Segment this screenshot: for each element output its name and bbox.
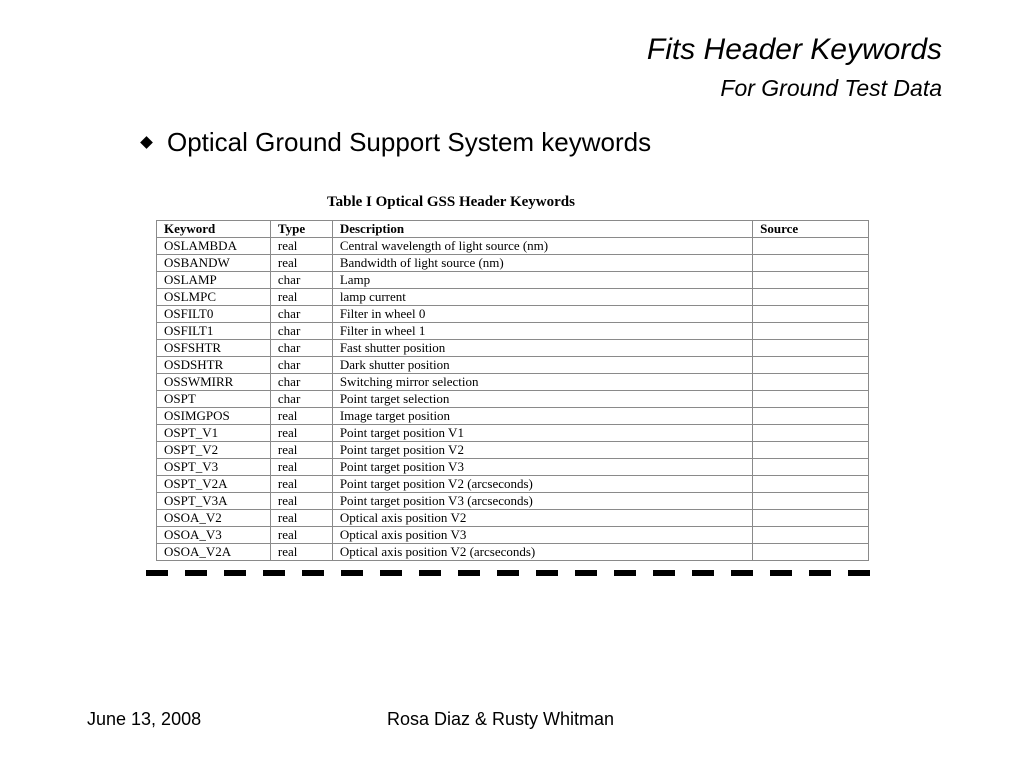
cell-source (753, 272, 869, 289)
cell-description: Central wavelength of light source (nm) (332, 238, 752, 255)
table-row (157, 323, 869, 340)
table-row (157, 391, 869, 408)
cell-description: Bandwidth of light source (nm) (332, 255, 752, 272)
cell-keyword: OSSWMIRR (157, 374, 271, 391)
bullet-text: Optical Ground Support System keywords (167, 127, 652, 157)
cell-type: char (270, 357, 332, 374)
cell-type: real (270, 493, 332, 510)
table-row (157, 408, 869, 425)
cell-type: real (270, 544, 332, 561)
cell-source (753, 476, 869, 493)
cell-description: Dark shutter position (332, 357, 752, 374)
footer-authors: Rosa Diaz & Rusty Whitman (387, 709, 615, 729)
cell-source (753, 323, 869, 340)
table-body (157, 238, 869, 561)
cell-keyword: OSPT_V2A (157, 476, 271, 493)
cell-keyword: OSFILT0 (157, 306, 271, 323)
cell-keyword: OSFSHTR (157, 340, 271, 357)
cell-keyword: OSPT_V3 (157, 459, 271, 476)
cell-keyword: OSPT_V1 (157, 425, 271, 442)
cell-source (753, 527, 869, 544)
cell-type: real (270, 442, 332, 459)
cell-keyword: OSOA_V3 (157, 527, 271, 544)
cell-keyword: OSPT_V3A (157, 493, 271, 510)
cell-source (753, 544, 869, 561)
dashed-divider (146, 569, 878, 577)
cell-type: real (270, 408, 332, 425)
cell-keyword: OSLAMP (157, 272, 271, 289)
table-header-row (157, 221, 869, 238)
header-source: Source (753, 221, 869, 238)
cell-source (753, 493, 869, 510)
cell-type: char (270, 306, 332, 323)
table-row (157, 374, 869, 391)
table-row (157, 272, 869, 289)
table-row (157, 357, 869, 374)
cell-keyword: OSFILT1 (157, 323, 271, 340)
cell-source (753, 357, 869, 374)
cell-keyword: OSDSHTR (157, 357, 271, 374)
cell-description: Point target position V3 (arcseconds) (332, 493, 752, 510)
bullet-item (140, 126, 651, 158)
cell-description: Image target position (332, 408, 752, 425)
table-row (157, 289, 869, 306)
table-row (157, 238, 869, 255)
cell-source (753, 442, 869, 459)
table-row (157, 425, 869, 442)
cell-keyword: OSBANDW (157, 255, 271, 272)
cell-keyword: OSLMPC (157, 289, 271, 306)
cell-source (753, 425, 869, 442)
cell-source (753, 459, 869, 476)
cell-source (753, 289, 869, 306)
cell-description: Lamp (332, 272, 752, 289)
cell-type: char (270, 272, 332, 289)
table-row (157, 459, 869, 476)
cell-description: Filter in wheel 0 (332, 306, 752, 323)
cell-description: Optical axis position V3 (332, 527, 752, 544)
cell-source (753, 255, 869, 272)
cell-type: real (270, 425, 332, 442)
cell-description: Point target position V1 (332, 425, 752, 442)
cell-type: real (270, 289, 332, 306)
cell-description: Filter in wheel 1 (332, 323, 752, 340)
table-row (157, 340, 869, 357)
table-row (157, 493, 869, 510)
cell-source (753, 238, 869, 255)
cell-description: Point target selection (332, 391, 752, 408)
slide-title: Fits Header Keywords (646, 33, 942, 66)
header-keyword: Keyword (157, 221, 271, 238)
table-row (157, 527, 869, 544)
slide-subtitle: For Ground Test Data (720, 75, 942, 101)
table-row (157, 544, 869, 561)
header-description: Description (332, 221, 752, 238)
cell-type: char (270, 323, 332, 340)
cell-description: Switching mirror selection (332, 374, 752, 391)
cell-type: real (270, 527, 332, 544)
cell-keyword: OSPT (157, 391, 271, 408)
cell-source (753, 306, 869, 323)
table-row (157, 476, 869, 493)
table-caption: Table I Optical GSS Header Keywords (327, 194, 575, 210)
cell-type: char (270, 374, 332, 391)
table-row (157, 255, 869, 272)
cell-source (753, 340, 869, 357)
cell-type: real (270, 510, 332, 527)
cell-type: char (270, 340, 332, 357)
cell-description: Point target position V2 (arcseconds) (332, 476, 752, 493)
footer-date: June 13, 2008 (87, 709, 202, 729)
table-row (157, 510, 869, 527)
cell-type: real (270, 238, 332, 255)
keywords-table (156, 220, 869, 561)
cell-keyword: OSLAMBDA (157, 238, 271, 255)
cell-description: lamp current (332, 289, 752, 306)
cell-description: Point target position V3 (332, 459, 752, 476)
cell-keyword: OSOA_V2A (157, 544, 271, 561)
cell-source (753, 408, 869, 425)
cell-keyword: OSPT_V2 (157, 442, 271, 459)
diamond-bullet-icon (140, 136, 153, 149)
cell-keyword: OSOA_V2 (157, 510, 271, 527)
header-type: Type (270, 221, 332, 238)
cell-description: Optical axis position V2 (332, 510, 752, 527)
table-row (157, 442, 869, 459)
cell-type: real (270, 255, 332, 272)
cell-source (753, 391, 869, 408)
cell-type: real (270, 476, 332, 493)
cell-source (753, 510, 869, 527)
cell-description: Point target position V2 (332, 442, 752, 459)
cell-description: Optical axis position V2 (arcseconds) (332, 544, 752, 561)
cell-keyword: OSIMGPOS (157, 408, 271, 425)
cell-type: char (270, 391, 332, 408)
table-row (157, 306, 869, 323)
cell-type: real (270, 459, 332, 476)
cell-description: Fast shutter position (332, 340, 752, 357)
cell-source (753, 374, 869, 391)
